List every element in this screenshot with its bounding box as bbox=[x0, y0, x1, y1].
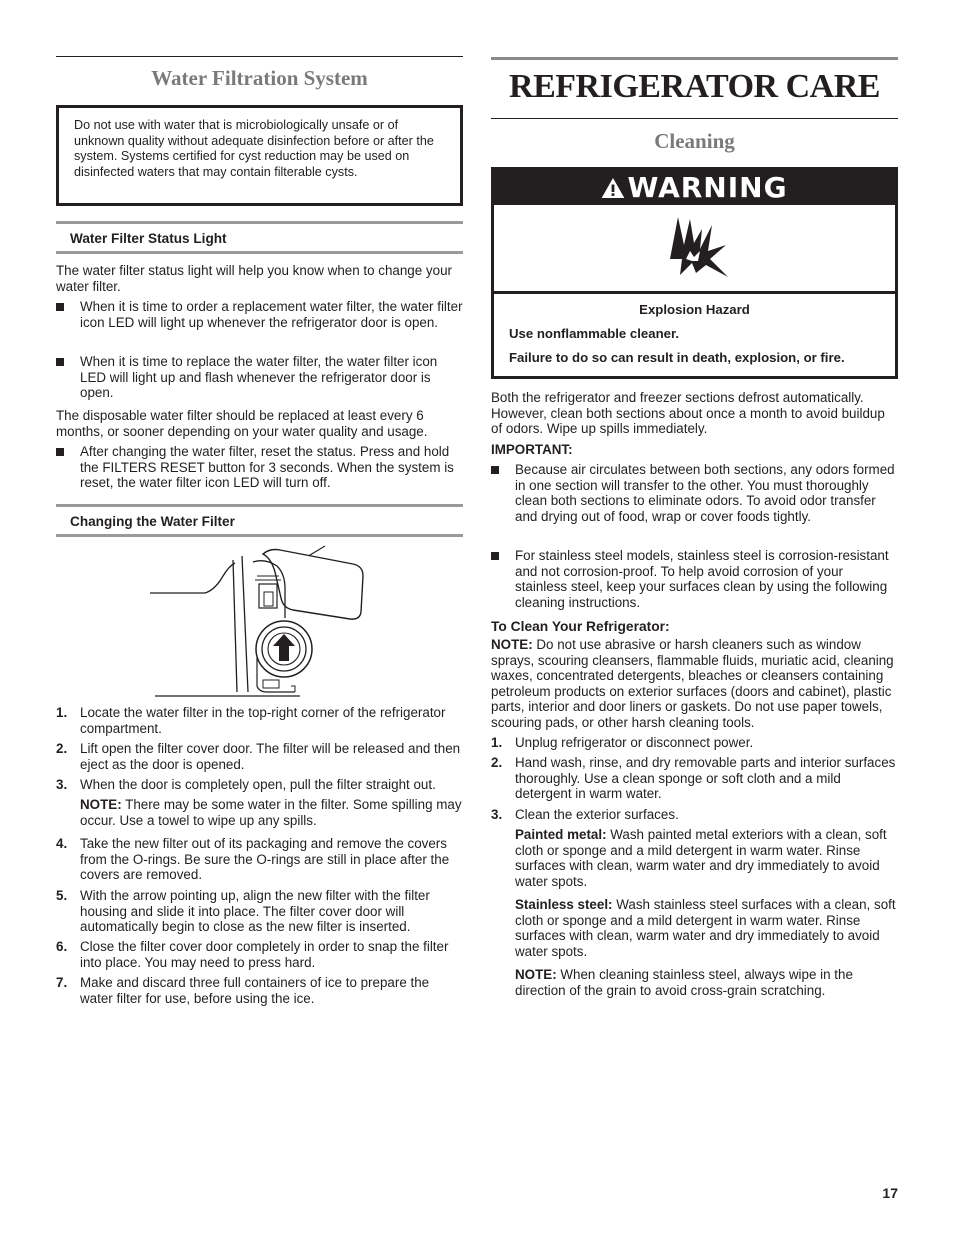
subhead-changing-filter bbox=[56, 504, 463, 537]
subhead-changing-filter-label: Changing the Water Filter bbox=[70, 514, 235, 529]
step-item bbox=[56, 888, 463, 935]
step-text: With the arrow pointing up, align the new filter with the filter housing and slide it into place. The filter cover door will automatically begin to close as the new filter is inserted. bbox=[80, 888, 430, 935]
step-text: Hand wash, rinse, and dry removable parts and interior surfaces thoroughly. Use a clean sponge or soft cloth and a mild detergent in warm water. bbox=[515, 755, 896, 802]
title-rule bbox=[491, 118, 898, 119]
bullet-square bbox=[56, 303, 64, 311]
step-text: Locate the water filter in the top-right corner of the refrigerator compartment. bbox=[80, 705, 446, 736]
step-item bbox=[56, 836, 463, 883]
step-number: 3. bbox=[56, 777, 68, 792]
step-text: Make and discard three full containers of ice to prepare the water filter for use, before using the ice. bbox=[80, 975, 430, 1006]
warning-triangle-icon bbox=[601, 177, 625, 199]
bullet-text: When it is time to replace the water filter, the water filter icon LED will light up and flash whenever the refrigerator door is open. bbox=[80, 354, 438, 401]
step-text: Clean the exterior surfaces. bbox=[515, 807, 679, 822]
bullet-text: For stainless steel models, stainless steel is corrosion-resistant and not corrosion-proof. To help avoid corrosion of your stainless steel, keep your surfaces clean by using the following cleaning instructions. bbox=[515, 548, 889, 610]
step-item bbox=[491, 735, 898, 751]
list-item bbox=[56, 299, 463, 330]
important-label: IMPORTANT: bbox=[491, 442, 573, 457]
warning-divider bbox=[494, 291, 895, 294]
step-text: When the door is completely open, pull the filter straight out. bbox=[80, 777, 436, 792]
warning-header bbox=[494, 170, 895, 205]
step-text: Lift open the filter cover door. The filter will be released and then eject as the door is opened. bbox=[80, 741, 461, 772]
bullet-text: After changing the water filter, reset the status. Press and hold the FILTERS RESET button for 3 seconds. When the system is reset, the water filter icon LED will turn off. bbox=[80, 444, 454, 491]
step-text: Take the new filter out of its packaging and remove the covers from the O-rings. Be sure the O-rings are still in place after the covers are removed. bbox=[80, 836, 450, 883]
list-item bbox=[491, 462, 898, 524]
bullet-square bbox=[491, 552, 499, 560]
explosion-icon bbox=[666, 215, 730, 281]
bullet-square bbox=[56, 448, 64, 456]
subhead-status-light-label: Water Filter Status Light bbox=[70, 231, 227, 246]
bullet-text: When it is time to order a replacement water filter, the water filter icon LED will light up whenever the refrigerator door is open. bbox=[80, 299, 463, 330]
step-number: 4. bbox=[56, 836, 68, 851]
note-label: NOTE: bbox=[515, 967, 557, 982]
note-text: There may be some water in the filter. Some spilling may occur. Use a towel to wipe up any spills. bbox=[80, 797, 462, 828]
note-text: Do not use abrasive or harsh cleaners such as window sprays, scouring cleansers, flammable fluids, muriatic acid, cleaning waxes, concentrated detergents, bleaches or cleansers containing petroleum products on exterior surfaces (doors and cabinet), plastic parts, interior and door liners or gaskets. Do not use paper towels, scouring pads, or other harsh cleaning tools. bbox=[491, 637, 894, 730]
step-number: 7. bbox=[56, 975, 68, 990]
page-number: 17 bbox=[882, 1185, 898, 1201]
bullet-square bbox=[56, 358, 64, 366]
step-number: 2. bbox=[56, 741, 68, 756]
caution-box bbox=[56, 105, 463, 206]
stainless-steel-text bbox=[515, 897, 898, 959]
stainless-steel-label: Stainless steel: bbox=[515, 897, 613, 912]
cleaning-note bbox=[491, 637, 898, 731]
list-item bbox=[491, 548, 898, 610]
step-number: 5. bbox=[56, 888, 68, 903]
step-number: 3. bbox=[491, 807, 503, 822]
stainless-steel-body: Wash stainless steel surfaces with a clean, soft cloth or sponge and a mild detergent in warm water. Rinse surfaces with clean, warm water and dry immediately to avoid water spots. bbox=[515, 897, 896, 959]
stainless-note bbox=[515, 967, 898, 998]
step-item bbox=[56, 975, 463, 1006]
status-intro: The water filter status light will help you know when to change your water filter. bbox=[56, 263, 452, 294]
painted-metal-body: Wash painted metal exteriors with a clean, soft cloth or sponge and a mild detergent in warm water. Rinse surfaces with clean, warm water and dry immediately to avoid water spots. bbox=[515, 827, 887, 889]
bullet-text: Because air circulates between both sections, any odors formed in one section will transfer to the other. You must thoroughly clean both sections to eliminate odors. To avoid odor transfer and drying out of food, wrap or cover foods tightly. bbox=[515, 462, 895, 524]
warning-label: WARNING bbox=[627, 171, 788, 204]
step-number: 1. bbox=[491, 735, 503, 750]
caution-text: Do not use with water that is microbiologically unsafe or of unknown quality without adequate disinfection before or after the system. Systems certified for cyst reduction may be used on disinfected waters that may contain filterable cysts. bbox=[74, 118, 434, 179]
hazard-line-2: Failure to do so can result in death, explosion, or fire. bbox=[509, 350, 845, 365]
step-item bbox=[56, 939, 463, 970]
section-title-water-filtration: Water Filtration System bbox=[151, 66, 368, 90]
section-title-cleaning: Cleaning bbox=[654, 129, 735, 153]
water-filter-illustration bbox=[145, 540, 370, 700]
painted-metal-text bbox=[515, 827, 898, 889]
warning-box bbox=[491, 167, 898, 379]
step-number: 2. bbox=[491, 755, 503, 770]
step-item bbox=[491, 755, 898, 802]
step-item bbox=[56, 741, 463, 772]
note-label: NOTE: bbox=[491, 637, 533, 652]
step-item bbox=[56, 777, 463, 793]
top-rule-right bbox=[491, 57, 898, 60]
list-item bbox=[56, 354, 463, 401]
step-item bbox=[491, 807, 898, 823]
step-note bbox=[80, 797, 463, 828]
step-text: Close the filter cover door completely in order to snap the filter into place. You may need to press hard. bbox=[80, 939, 449, 970]
replace-text: The disposable water filter should be replaced at least every 6 months, or sooner depending on your water quality and usage. bbox=[56, 408, 428, 439]
bullet-square bbox=[491, 466, 499, 474]
note-text: When cleaning stainless steel, always wipe in the direction of the grain to avoid cross-grain scratching. bbox=[515, 967, 853, 998]
step-text: Unplug refrigerator or disconnect power. bbox=[515, 735, 754, 750]
hazard-title: Explosion Hazard bbox=[639, 302, 750, 317]
step-item bbox=[56, 705, 463, 736]
top-rule-left bbox=[56, 56, 463, 57]
step-number: 1. bbox=[56, 705, 68, 720]
note-label: NOTE: bbox=[80, 797, 122, 812]
step-number: 6. bbox=[56, 939, 68, 954]
page-title: REFRIGERATOR CARE bbox=[509, 68, 880, 105]
cleaning-intro: Both the refrigerator and freezer sections defrost automatically. However, clean both sections about once a month to avoid buildup of odors. Wipe up spills immediately. bbox=[491, 390, 885, 437]
hazard-line-1: Use nonflammable cleaner. bbox=[509, 326, 680, 341]
subhead-status-light bbox=[56, 221, 463, 254]
to-clean-heading: To Clean Your Refrigerator: bbox=[491, 619, 670, 634]
list-item bbox=[56, 444, 463, 491]
painted-metal-label: Painted metal: bbox=[515, 827, 607, 842]
